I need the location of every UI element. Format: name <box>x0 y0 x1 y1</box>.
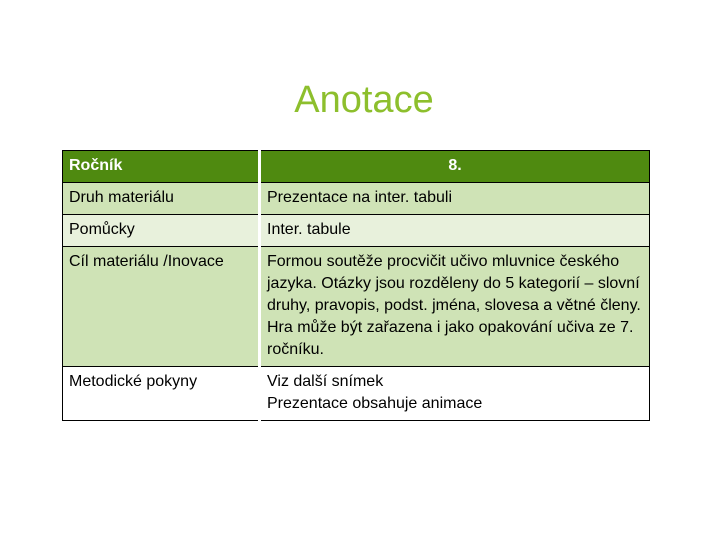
table-row <box>63 247 650 367</box>
material-type-value: Prezentace na inter. tabuli <box>260 183 650 215</box>
method-value: Viz další snímek Prezentace obsahuje animace <box>260 367 650 421</box>
aids-value: Inter. tabule <box>260 215 650 247</box>
table-header-row <box>63 151 650 183</box>
goal-value: Formou soutěže procvičit učivo mluvnice českého jazyka. Otázky jsou rozděleny do 5 kategorií – slovní druhy, pravopis, podst. jména, slovesa a větné členy. Hra může být zařazena i jako opakování učiva ze 7. ročníku. <box>260 247 650 367</box>
grade-label: Ročník <box>63 151 260 183</box>
method-label: Metodické pokyny <box>63 367 260 421</box>
table-row <box>63 215 650 247</box>
table-row <box>63 183 650 215</box>
table-row <box>63 367 650 421</box>
goal-label: Cíl materiálu /Inovace <box>63 247 260 367</box>
slide-title: Anotace <box>294 79 434 121</box>
grade-value: 8. <box>260 151 650 183</box>
annotation-table <box>62 150 650 421</box>
aids-label: Pomůcky <box>63 215 260 247</box>
material-type-label: Druh materiálu <box>63 183 260 215</box>
